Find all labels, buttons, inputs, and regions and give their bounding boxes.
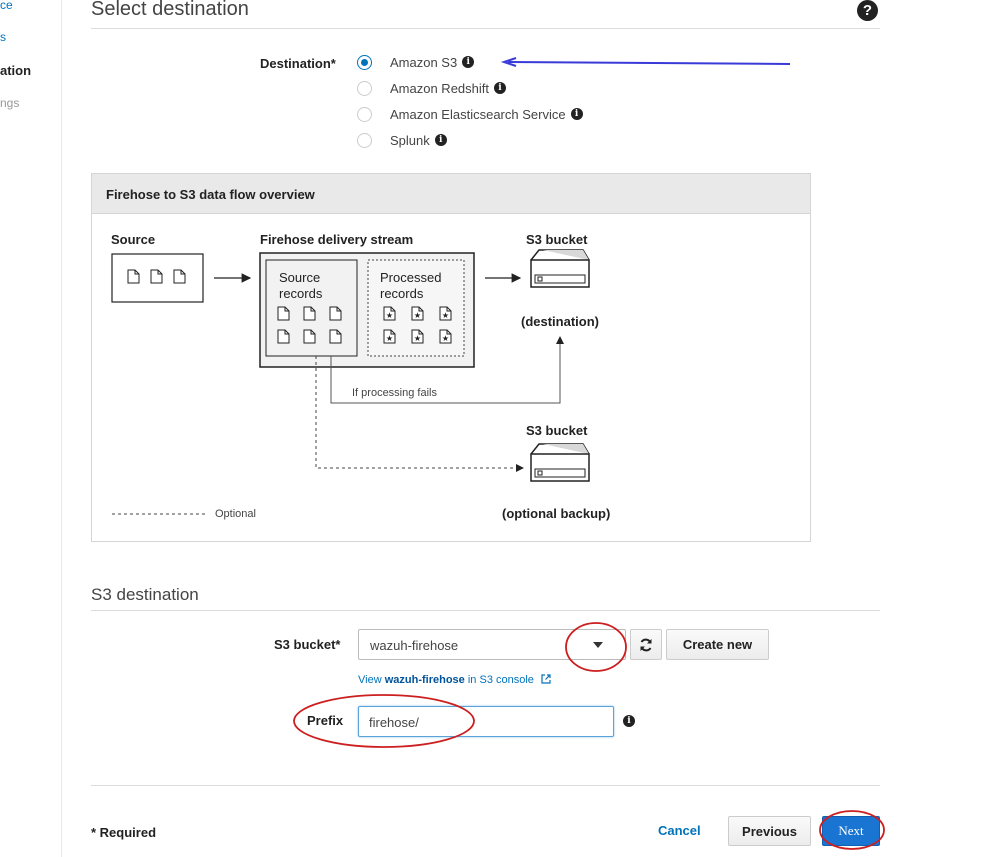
diagram-source-records-2: records xyxy=(279,286,323,301)
create-new-button[interactable]: Create new xyxy=(666,629,769,660)
diagram-processed-records-1: Processed xyxy=(380,270,442,285)
diagram-graphic: ★ xyxy=(92,174,812,543)
radio-label: Amazon S3 xyxy=(390,54,458,70)
diagram-title: Firehose to S3 data flow overview xyxy=(106,187,315,202)
data-flow-diagram xyxy=(91,173,811,542)
radio-splunk[interactable] xyxy=(357,131,447,149)
info-icon[interactable]: i xyxy=(435,134,447,146)
view-in-s3-console-link[interactable] xyxy=(358,674,551,686)
refresh-icon xyxy=(639,638,653,652)
refresh-button[interactable] xyxy=(630,629,662,660)
title-divider xyxy=(91,28,880,29)
prefix-label: Prefix xyxy=(307,713,344,728)
diagram-processed-records-2: records xyxy=(380,286,424,301)
required-note: * Required xyxy=(91,825,157,840)
footer-divider xyxy=(91,785,880,786)
s3-bucket-label: S3 bucket* xyxy=(274,637,341,652)
external-link-icon xyxy=(541,674,551,684)
nav-divider xyxy=(61,0,62,857)
question-circle-icon[interactable]: ? xyxy=(857,0,878,21)
diagram-stream-label: Firehose delivery stream xyxy=(260,232,414,247)
nav-item-settings[interactable]: ngs xyxy=(0,96,20,110)
chevron-down-icon[interactable] xyxy=(593,642,603,648)
info-icon[interactable]: i xyxy=(462,56,474,68)
diagram-source-label: Source xyxy=(111,232,156,247)
page-title: Select destination xyxy=(91,0,249,20)
diagram-bucket2-title: S3 bucket xyxy=(526,423,588,438)
view-suffix: in S3 console xyxy=(467,674,534,686)
diagram-source-records-1: Source xyxy=(279,270,321,285)
prefix-input[interactable]: firehose/ xyxy=(358,706,614,737)
diagram-bucket1-title: S3 bucket xyxy=(526,232,588,247)
s3-bucket-value: wazuh-firehose xyxy=(370,638,459,653)
radio-button[interactable] xyxy=(357,81,372,96)
s3-section-title: S3 destination xyxy=(91,585,199,604)
radio-button[interactable] xyxy=(357,107,372,122)
destination-label: Destination* xyxy=(260,56,336,71)
radio-button[interactable] xyxy=(357,133,372,148)
next-button[interactable]: Next xyxy=(822,816,880,846)
radio-label: Splunk xyxy=(390,132,430,148)
diagram-legend-optional: Optional xyxy=(215,508,256,520)
info-icon[interactable]: i xyxy=(494,82,506,94)
nav-item-source[interactable]: ce xyxy=(0,0,13,12)
radio-label: Amazon Redshift xyxy=(390,80,489,96)
radio-amazon-redshift[interactable] xyxy=(357,79,506,97)
diagram-fail-label: If processing fails xyxy=(352,387,437,399)
s3-section-divider xyxy=(91,610,880,611)
nav-item-records[interactable]: s xyxy=(0,30,6,44)
radio-amazon-s3[interactable] xyxy=(357,53,474,71)
radio-label: Amazon Elasticsearch Service xyxy=(390,106,566,122)
diagram-bucket2-sub: (optional backup) xyxy=(502,506,611,521)
view-bucket-name: wazuh-firehose xyxy=(384,674,465,686)
cancel-button[interactable]: Cancel xyxy=(658,823,701,838)
annotation-arrow xyxy=(508,62,790,64)
view-prefix: View xyxy=(358,674,382,686)
diagram-bucket1-sub: (destination) xyxy=(521,314,599,329)
s3-bucket-select[interactable] xyxy=(358,629,626,660)
radio-amazon-elasticsearch[interactable] xyxy=(357,105,583,123)
nav-item-destination[interactable]: ation xyxy=(0,63,32,78)
annotation-arrowhead xyxy=(504,58,516,66)
radio-button[interactable] xyxy=(357,55,372,70)
info-icon[interactable]: i xyxy=(571,108,583,120)
previous-button[interactable]: Previous xyxy=(728,816,811,846)
info-icon[interactable]: i xyxy=(623,715,635,727)
